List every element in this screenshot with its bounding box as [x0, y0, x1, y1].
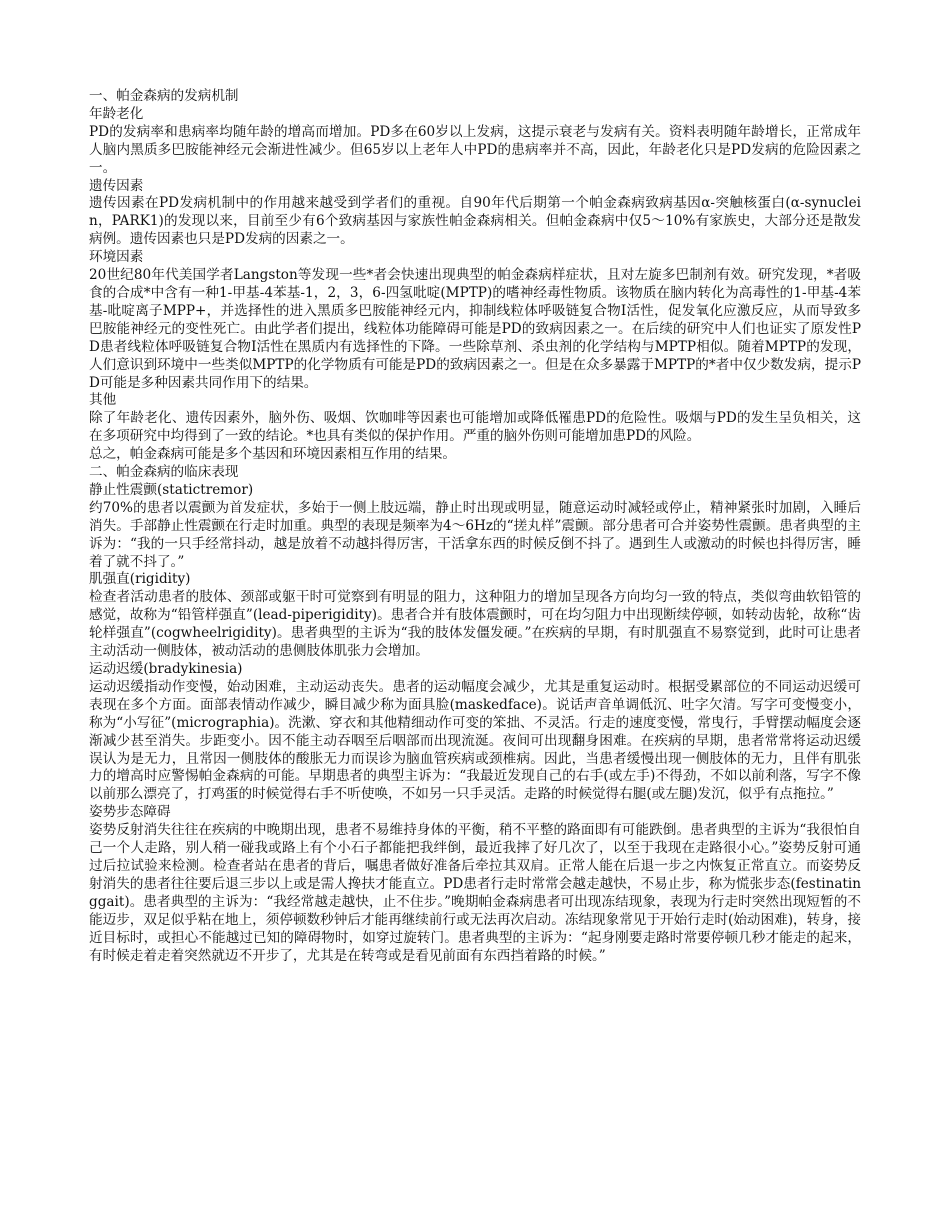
section-heading-clinical: 二、帕金森病的临床表现 [89, 464, 239, 481]
subheading-posture-gait: 姿势步态障碍 [89, 804, 171, 821]
paragraph-bradykinesia: 运动迟缓指动作变慢，始动困难，主动运动丧失。患者的运动幅度会减少，尤其是重复运动时。根据受累部位的不同运动迟缓可表现在多个方面。面部表情动作减少，瞬目减少称为面具脸(maskedface)。说话声音单调低沉、吐字欠清。写字可变慢变小，称为“小写征”(micrographia)。洗漱、穿衣和其他精细动作可变的笨拙、不灵活。行走的速度变慢，常曳行，手臂摆动幅度会逐渐减少甚至消失。步距变小。因不能主动吞咽至后咽部而出现流涎。夜间可出现翻身困难。在疾病的早期，患者常常将运动迟缓误认为是无力，且常因一侧肢体的酸胀无力而误诊为脑血管疾病或颈椎病。因此，当患者缓慢出现一侧肢体的无力，且伴有肌张力的增高时应警惕帕金森病的可能。早期患者的典型主诉为：“我最近发现自己的右手(或左手)不得劲，不如以前利落，写字不像以前那么漂亮了，打鸡蛋的时候觉得右手不听使唤，不如另一只手灵活。走路的时候觉得右腿(或左腿)发沉，似乎有点拖拉。” [89, 678, 861, 803]
paragraph-other: 除了年龄老化、遗传因素外，脑外伤、吸烟、饮咖啡等因素也可能增加或降低罹患PD的危险性。吸烟与PD的发生呈负相关，这在多项研究中均得到了一致的结论。*也具有类似的保护作用。严重的脑外伤则可能增加患PD的风险。 [89, 410, 861, 445]
paragraph-genetics: 遗传因素在PD发病机制中的作用越来越受到学者们的重视。自90年代后期第一个帕金森病致病基因α-突触核蛋白(α-synuclein，PARK1)的发现以来，目前至少有6个致病基因与家族性帕金森病相关。但帕金森病中仅5～10%有家族史，大部分还是散发病例。遗传因素也只是PD发病的因素之一。 [89, 195, 861, 248]
subheading-bradykinesia: 运动迟缓(bradykinesia) [89, 661, 243, 677]
paragraph-summary: 总之，帕金森病可能是多个基因和环境因素相互作用的结果。 [89, 446, 457, 463]
document-body [89, 88, 861, 965]
subheading-aging: 年龄老化 [89, 105, 144, 122]
paragraph-tremor: 约70%的患者以震颤为首发症状，多始于一侧上肢远端，静止时出现或明显，随意运动时减轻或停止，精神紧张时加剧，入睡后消失。手部静止性震颤在行走时加重。典型的表现是频率为4～6Hz的“搓丸样”震颤。部分患者可合并姿势性震颤。患者典型的主诉为：“我的一只手经常抖动，越是放着不动越抖得厉害，干活拿东西的时候反倒不抖了。遇到生人或激动的时候也抖得厉害，睡着了就不抖了。” [89, 499, 861, 570]
subheading-environment: 环境因素 [89, 249, 144, 266]
subheading-other: 其他 [89, 392, 117, 409]
section-heading-mechanism: 一、帕金森病的发病机制 [89, 88, 239, 104]
paragraph-posture-gait: 姿势反射消失往往在疾病的中晚期出现，患者不易维持身体的平衡，稍不平整的路面即有可能跌倒。患者典型的主诉为“我很怕自己一个人走路，别人稍一碰我或路上有个小石子都能把我绊倒，最近我摔了好几次了，以至于我现在走路很小心。”姿势反射可通过后拉试验来检测。检查者站在患者的背后，嘱患者做好准备后牵拉其双肩。正常人能在后退一步之内恢复正常直立。而姿势反射消失的患者往往要后退三步以上或是需人搀扶才能直立。PD患者行走时常常会越走越快，不易止步，称为慌张步态(festinatinggait)。患者典型的主诉为：“我经常越走越快，止不住步。”晚期帕金森病患者可出现冻结现象，表现为行走时突然出现短暂的不能迈步，双足似乎粘在地上，须停顿数秒钟后才能再继续前行或无法再次启动。冻结现象常见于开始行走时(始动困难)，转身，接近目标时，或担心不能越过已知的障碍物时，如穿过旋转门。患者典型的主诉为：“起身刚要走路时常要停顿几秒才能走的起来，有时候走着走着突然就迈不开步了，尤其是在转弯或是看见前面有东西挡着路的时候。” [89, 822, 861, 964]
subheading-tremor: 静止性震颤(statictremor) [89, 481, 254, 498]
paragraph-environment: 20世纪80年代美国学者Langston等发现一些*者会快速出现典型的帕金森病样症状，且对左旋多巴制剂有效。研究发现，*者吸食的合成*中含有一种1-甲基-4苯基-1，2，3，6-四氢吡啶(MPTP)的嗜神经毒性物质。该物质在脑内转化为高毒性的1-甲基-4苯基-吡啶离子MPP+，并选择性的进入黑质多巴胺能神经元内，抑制线粒体呼吸链复合物Ⅰ活性，促发氧化应激反应，从而导致多巴胺能神经元的变性死亡。由此学者们提出，线粒体功能障碍可能是PD的致病因素之一。在后续的研究中人们也证实了原发性PD患者线粒体呼吸链复合物Ⅰ活性在黑质内有选择性的下降。一些除草剂、杀虫剂的化学结构与MPTP相似。随着MPTP的发现，人们意识到环境中一些类似MPTP的化学物质有可能是PD的致病因素之一。但是在众多暴露于MPTP的*者中仅少数发病，提示PD可能是多种因素共同作用下的结果。 [89, 267, 861, 391]
subheading-genetics: 遗传因素 [89, 177, 144, 194]
subheading-rigidity: 肌强直(rigidity) [89, 571, 191, 588]
paragraph-rigidity: 检查者活动患者的肢体、颈部或躯干时可觉察到有明显的阻力，这种阻力的增加呈现各方向均匀一致的特点，类似弯曲软铅管的感觉，故称为“铅管样强直”(lead-piperigidity)。患者合并有肢体震颤时，可在均匀阻力中出现断续停顿，如转动齿轮，故称“齿轮样强直”(cogwheelrigidity)。患者典型的主诉为“我的肢体发僵发硬。”在疾病的早期，有时肌强直不易察觉到，此时可让患者主动活动一侧肢体，被动活动的患侧肢体肌张力会增加。 [89, 589, 861, 660]
paragraph-aging: PD的发病率和患病率均随年龄的增高而增加。PD多在60岁以上发病，这提示衰老与发病有关。资料表明随年龄增长，正常成年人脑内黑质多巴胺能神经元会渐进性减少。但65岁以上老年人中PD的患病率并不高，因此，年龄老化只是PD发病的危险因素之一。 [89, 123, 861, 176]
